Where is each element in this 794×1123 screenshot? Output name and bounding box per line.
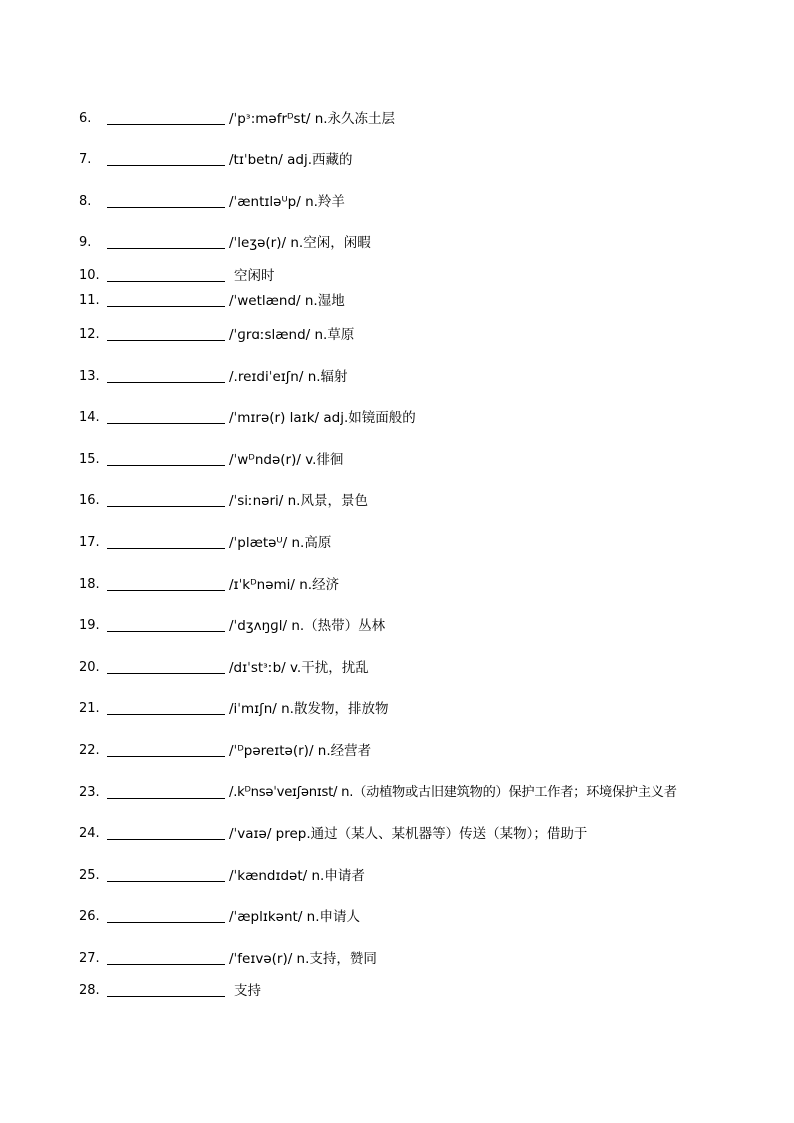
item-definition: /.reɪdiˈeɪʃn/ n.辐射 — [229, 369, 348, 385]
item-number: 24. — [79, 826, 100, 841]
answer-blank — [107, 124, 225, 125]
item-definition: /ˈmɪrə(r) laɪk/ adj.如镜面般的 — [229, 410, 416, 426]
item-number: 20. — [79, 660, 100, 675]
answer-blank — [107, 382, 225, 383]
list-item — [0, 699, 794, 719]
item-definition: /ˈɡrɑːslænd/ n.草原 — [229, 327, 355, 343]
answer-blank — [107, 798, 225, 799]
item-definition: /ˈplætəᵁ/ n.高原 — [229, 535, 332, 551]
answer-blank — [107, 165, 225, 166]
item-definition: /dɪˈstᶟːb/ v.干扰，扰乱 — [229, 660, 369, 676]
answer-blank — [107, 964, 225, 965]
list-item — [0, 949, 794, 969]
list-item — [0, 325, 794, 345]
item-number: 12. — [79, 327, 100, 342]
list-item — [0, 233, 794, 253]
item-definition: /.kᴰnsəˈveɪʃənɪst/ n.（动植物或古旧建筑物的）保护工作者；环境保护主义者 — [229, 785, 677, 800]
item-definition: /ˈsiːnəri/ n.风景，景色 — [229, 493, 368, 509]
list-item — [0, 575, 794, 595]
item-number: 13. — [79, 369, 100, 384]
answer-blank — [107, 756, 225, 757]
item-number: 6. — [79, 111, 92, 126]
item-definition: /ˈwᴰndə(r)/ v.徘徊 — [229, 452, 344, 468]
answer-blank — [107, 506, 225, 507]
item-number: 14. — [79, 410, 100, 425]
item-definition: /ˈvaɪə/ prep.通过（某人、某机器等）传送（某物）；借助于 — [229, 826, 588, 842]
list-item — [0, 866, 794, 886]
list-item — [0, 291, 794, 311]
item-definition: /ˈwetlænd/ n.湿地 — [229, 293, 345, 309]
list-item — [0, 150, 794, 170]
answer-blank — [107, 631, 225, 632]
item-definition: /ˈfeɪvə(r)/ n.支持，赞同 — [229, 951, 377, 967]
item-number: 26. — [79, 909, 100, 924]
item-number: 15. — [79, 452, 100, 467]
answer-blank — [107, 548, 225, 549]
list-item — [0, 981, 794, 1001]
item-definition: /ˈæplɪkənt/ n.申请人 — [229, 909, 361, 925]
answer-blank — [107, 465, 225, 466]
list-item — [0, 367, 794, 387]
item-definition: 空闲时 — [234, 268, 275, 284]
item-definition: /ˈæntɪləᵁp/ n.羚羊 — [229, 194, 345, 210]
answer-blank — [107, 922, 225, 923]
list-item — [0, 658, 794, 678]
item-number: 27. — [79, 951, 100, 966]
list-item — [0, 783, 794, 803]
list-item — [0, 408, 794, 428]
item-definition: /ɪˈkᴰnəmi/ n.经济 — [229, 577, 340, 593]
item-number: 8. — [79, 194, 92, 209]
answer-blank — [107, 673, 225, 674]
list-item — [0, 533, 794, 553]
answer-blank — [107, 248, 225, 249]
item-definition: /iˈmɪʃn/ n.散发物，排放物 — [229, 701, 389, 717]
list-item — [0, 491, 794, 511]
list-item — [0, 266, 794, 286]
answer-blank — [107, 590, 225, 591]
answer-blank — [107, 281, 225, 282]
item-definition: 支持 — [234, 983, 261, 999]
item-definition: /ˈᴰpəreɪtə(r)/ n.经营者 — [229, 743, 372, 759]
answer-blank — [107, 996, 225, 997]
list-item — [0, 450, 794, 470]
item-number: 18. — [79, 577, 100, 592]
answer-blank — [107, 423, 225, 424]
answer-blank — [107, 714, 225, 715]
list-item — [0, 616, 794, 636]
item-number: 25. — [79, 868, 100, 883]
item-number: 10. — [79, 268, 100, 283]
item-definition: /ˈkændɪdət/ n.申请者 — [229, 868, 365, 884]
item-definition: /tɪˈbetn/ adj.西藏的 — [229, 152, 353, 168]
list-item — [0, 824, 794, 844]
list-item — [0, 109, 794, 129]
item-number: 7. — [79, 152, 92, 167]
answer-blank — [107, 306, 225, 307]
answer-blank — [107, 839, 225, 840]
answer-blank — [107, 340, 225, 341]
item-number: 21. — [79, 701, 100, 716]
item-definition: /ˈpᶟ:məfrᴰst/ n.永久冻土层 — [229, 111, 396, 127]
list-item — [0, 741, 794, 761]
item-number: 16. — [79, 493, 100, 508]
list-item — [0, 192, 794, 212]
answer-blank — [107, 881, 225, 882]
item-number: 11. — [79, 293, 100, 308]
item-definition: /ˈdʒʌŋɡl/ n.（热带）丛林 — [229, 618, 386, 634]
answer-blank — [107, 207, 225, 208]
item-number: 17. — [79, 535, 100, 550]
item-number: 19. — [79, 618, 100, 633]
item-number: 9. — [79, 235, 92, 250]
item-number: 28. — [79, 983, 100, 998]
item-number: 23. — [79, 785, 100, 800]
list-item — [0, 907, 794, 927]
item-definition: /ˈleʒə(r)/ n.空闲，闲暇 — [229, 235, 371, 251]
item-number: 22. — [79, 743, 100, 758]
